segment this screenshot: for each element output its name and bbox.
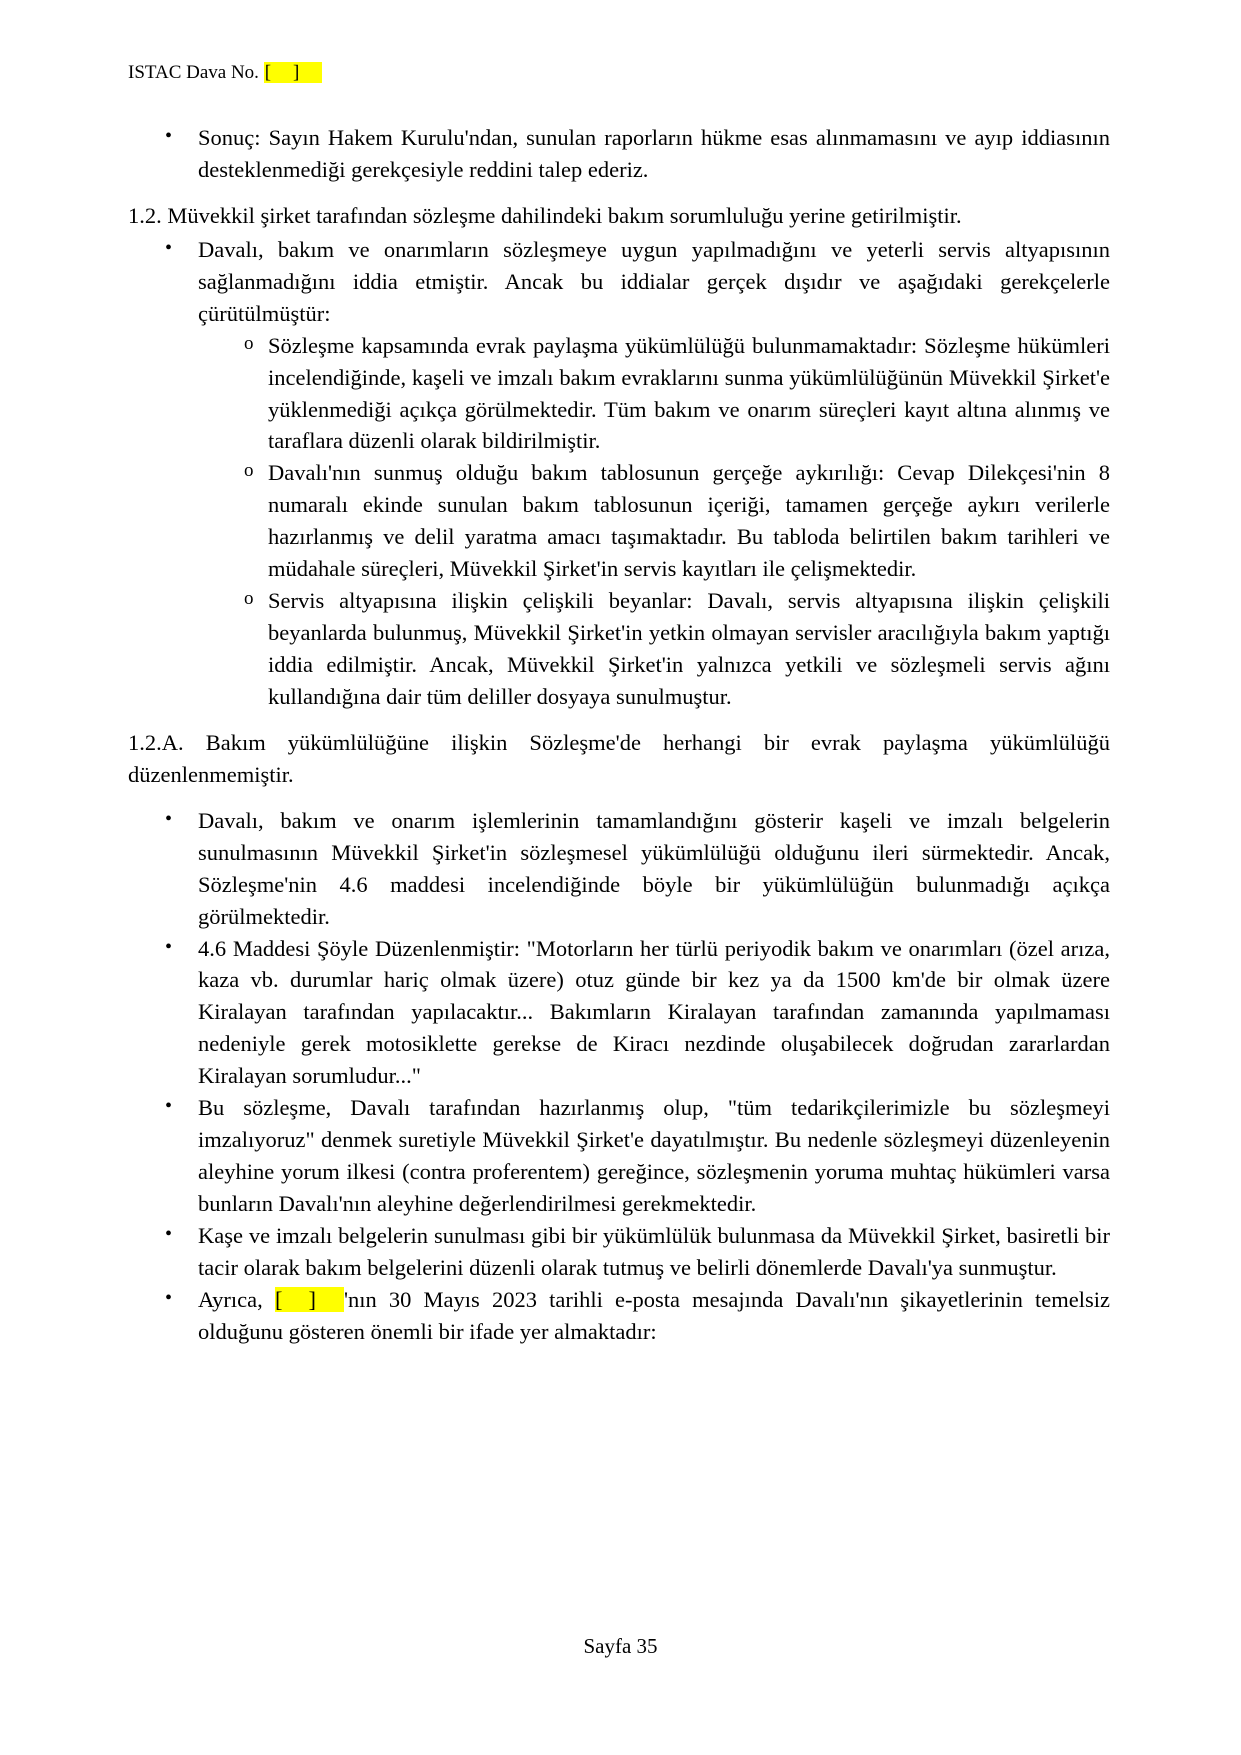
redaction-close-bracket: ]	[308, 1286, 342, 1312]
list-item	[128, 234, 1110, 713]
bullet-marker-icon: •	[165, 807, 173, 830]
bullet-list-1	[128, 122, 1110, 186]
list-item	[128, 1284, 1110, 1348]
section-heading-1-2-a: 1.2.A. Bakım yükümlülüğüne ilişkin Sözleşme'de herhangi bir evrak paylaşma yükümlülüğü düzenlenmemiştir.	[128, 729, 1110, 787]
list-item	[128, 933, 1110, 1093]
list-item-text: Sonuç: Sayın Hakem Kurulu'ndan, sunulan raporların hükme esas alınmamasını ve ayıp iddiasının desteklenmediği gerekçesiyle reddini talep ederiz.	[198, 125, 1110, 182]
list-item	[198, 330, 1110, 458]
list-item	[128, 805, 1110, 933]
list-item-text: Davalı, bakım ve onarımların sözleşmeye uygun yapılmadığını ve yeterli servis altyapısının sağlanmadığını iddia etmiştir. Ancak bu iddialar gerçek dışıdır ve aşağıdaki gerekçelerle çürütülmüştür:	[198, 236, 1110, 326]
document-header	[128, 62, 322, 85]
sub-bullet-list	[198, 330, 1110, 713]
list-item	[128, 1092, 1110, 1220]
circle-bullet-marker-icon: o	[244, 332, 254, 354]
bullet-marker-icon: •	[165, 1095, 173, 1118]
list-item-text: Sözleşme kapsamında evrak paylaşma yükümlülüğü bulunmamaktadır: Sözleşme hükümleri incelendiğinde, kaşeli ve imzalı bakım evraklarını sunma yükümlülüğünün Müvekkil Şirket'e yüklenmediği açıkça görülmektedir. Tüm bakım ve onarım süreçleri kayıt altına alınmış ve taraflara düzenli olarak bildirilmiştir.	[268, 332, 1110, 454]
list-item-text: Davalı, bakım ve onarım işlemlerinin tamamlandığını gösterir kaşeli ve imzalı belgelerin sunulmasının Müvekkil Şirket'in sözleşmesel yükümlülüğü olduğunu ileri sürmektedir. Ancak, Sözleşme'nin 4.6 maddesi incelendiğinde böyle bir yükümlülüğün bulunmadığı açıkça görülmektedir.	[198, 807, 1110, 929]
list-item-text-after: 'nın 30 Mayıs 2023 tarihli e-posta mesajında Davalı'nın şikayetlerinin temelsiz olduğunu gösteren önemli bir ifade yer almaktadır:	[198, 1286, 1110, 1344]
bullet-list-3	[128, 793, 1110, 1348]
page-footer	[0, 1634, 1241, 1659]
bullet-marker-icon: •	[165, 1222, 173, 1245]
list-item	[128, 1220, 1110, 1284]
case-number-redaction	[264, 62, 323, 83]
bullet-marker-icon: •	[165, 1286, 173, 1309]
list-item	[198, 457, 1110, 585]
list-item-text: Bu sözleşme, Davalı tarafından hazırlanmış olup, "tüm tedarikçilerimizle bu sözleşmeyi imzalıyoruz" denmek suretiyle Müvekkil Şirket'e dayatılmıştır. Bu nedenle sözleşmeyi düzenleyenin aleyhine yorum ilkesi (contra proferentem) gereğince, sözleşmenin yoruma muhtaç hükümleri varsa bunların Davalı'nın aleyhine değerlendirilmesi gerekmektedir.	[198, 1095, 1110, 1216]
nested-list-wrapper	[198, 330, 1110, 713]
bullet-list-2	[128, 234, 1110, 713]
list-item	[128, 122, 1110, 186]
bullet-marker-icon: •	[165, 236, 173, 259]
document-body	[128, 122, 1110, 1348]
email-sender-redaction	[275, 1287, 344, 1312]
redaction-close-bracket: ]	[293, 62, 322, 83]
redaction-open-bracket: [	[264, 62, 294, 83]
list-item-text: 4.6 Maddesi Şöyle Düzenlenmiştir: "Motorların her türlü periyodik bakım ve onarımları (özel arıza, kaza vb. durumlar hariç olmak üzere) otuz günde bir kez ya da 1500 km'de bir olmak üzere Kiralayan tarafından yapılacaktır... Bakımların Kiralayan tarafından zamanında yapılmaması nedeniyle gerek motosiklette gerekse de Kiracı nezdinde oluşabilecek doğrudan zararlardan Kiralayan sorumludur..."	[198, 935, 1110, 1089]
list-item-text-before: Ayrıca,	[198, 1286, 275, 1312]
redaction-open-bracket: [	[274, 1286, 309, 1312]
circle-bullet-marker-icon: o	[244, 588, 254, 610]
list-item-text: Servis altyapısına ilişkin çelişkili beyanlar: Davalı, servis altyapısına ilişkin çelişkili beyanlarda bulunmuş, Müvekkil Şirket'in yetkin olmayan servisler aracılığıyla bakım yaptığı iddia edilmiştir. Ancak, Müvekkil Şirket'in yalnızca yetkili ve sözleşmeli servis ağını kullandığına dair tüm deliller dosyaya sunulmuştur.	[268, 588, 1110, 709]
bullet-marker-icon: •	[165, 125, 173, 147]
circle-bullet-marker-icon: o	[244, 460, 254, 482]
list-item	[198, 585, 1110, 713]
list-item-text: Davalı'nın sunmuş olduğu bakım tablosunun gerçeğe aykırılığı: Cevap Dilekçesi'nin 8 numaralı ekinde sunulan bakım tablosunun içeriği, tamamen gerçeğe aykırı verilerle hazırlanmış ve delil yaratma amacı taşımaktadır. Bu tabloda belirtilen bakım tarihleri ve müdahale süreçleri, Müvekkil Şirket'in servis kayıtları ile çelişmektedir.	[268, 460, 1110, 582]
case-number-label: ISTAC Dava No.	[128, 62, 259, 83]
page-number: Sayfa 35	[583, 1634, 658, 1658]
section-heading-1-2: 1.2. Müvekkil şirket tarafından sözleşme dahilindeki bakım sorumluluğu yerine getirilmiştir.	[128, 202, 962, 228]
bullet-marker-icon: •	[165, 935, 173, 958]
list-item-text: Kaşe ve imzalı belgelerin sunulması gibi bir yükümlülük bulunmasa da Müvekkil Şirket, basiretli bir tacir olarak bakım belgelerini düzenli olarak tutmuş ve belirli dönemlerde Davalı'ya sunmuştur.	[198, 1222, 1110, 1280]
